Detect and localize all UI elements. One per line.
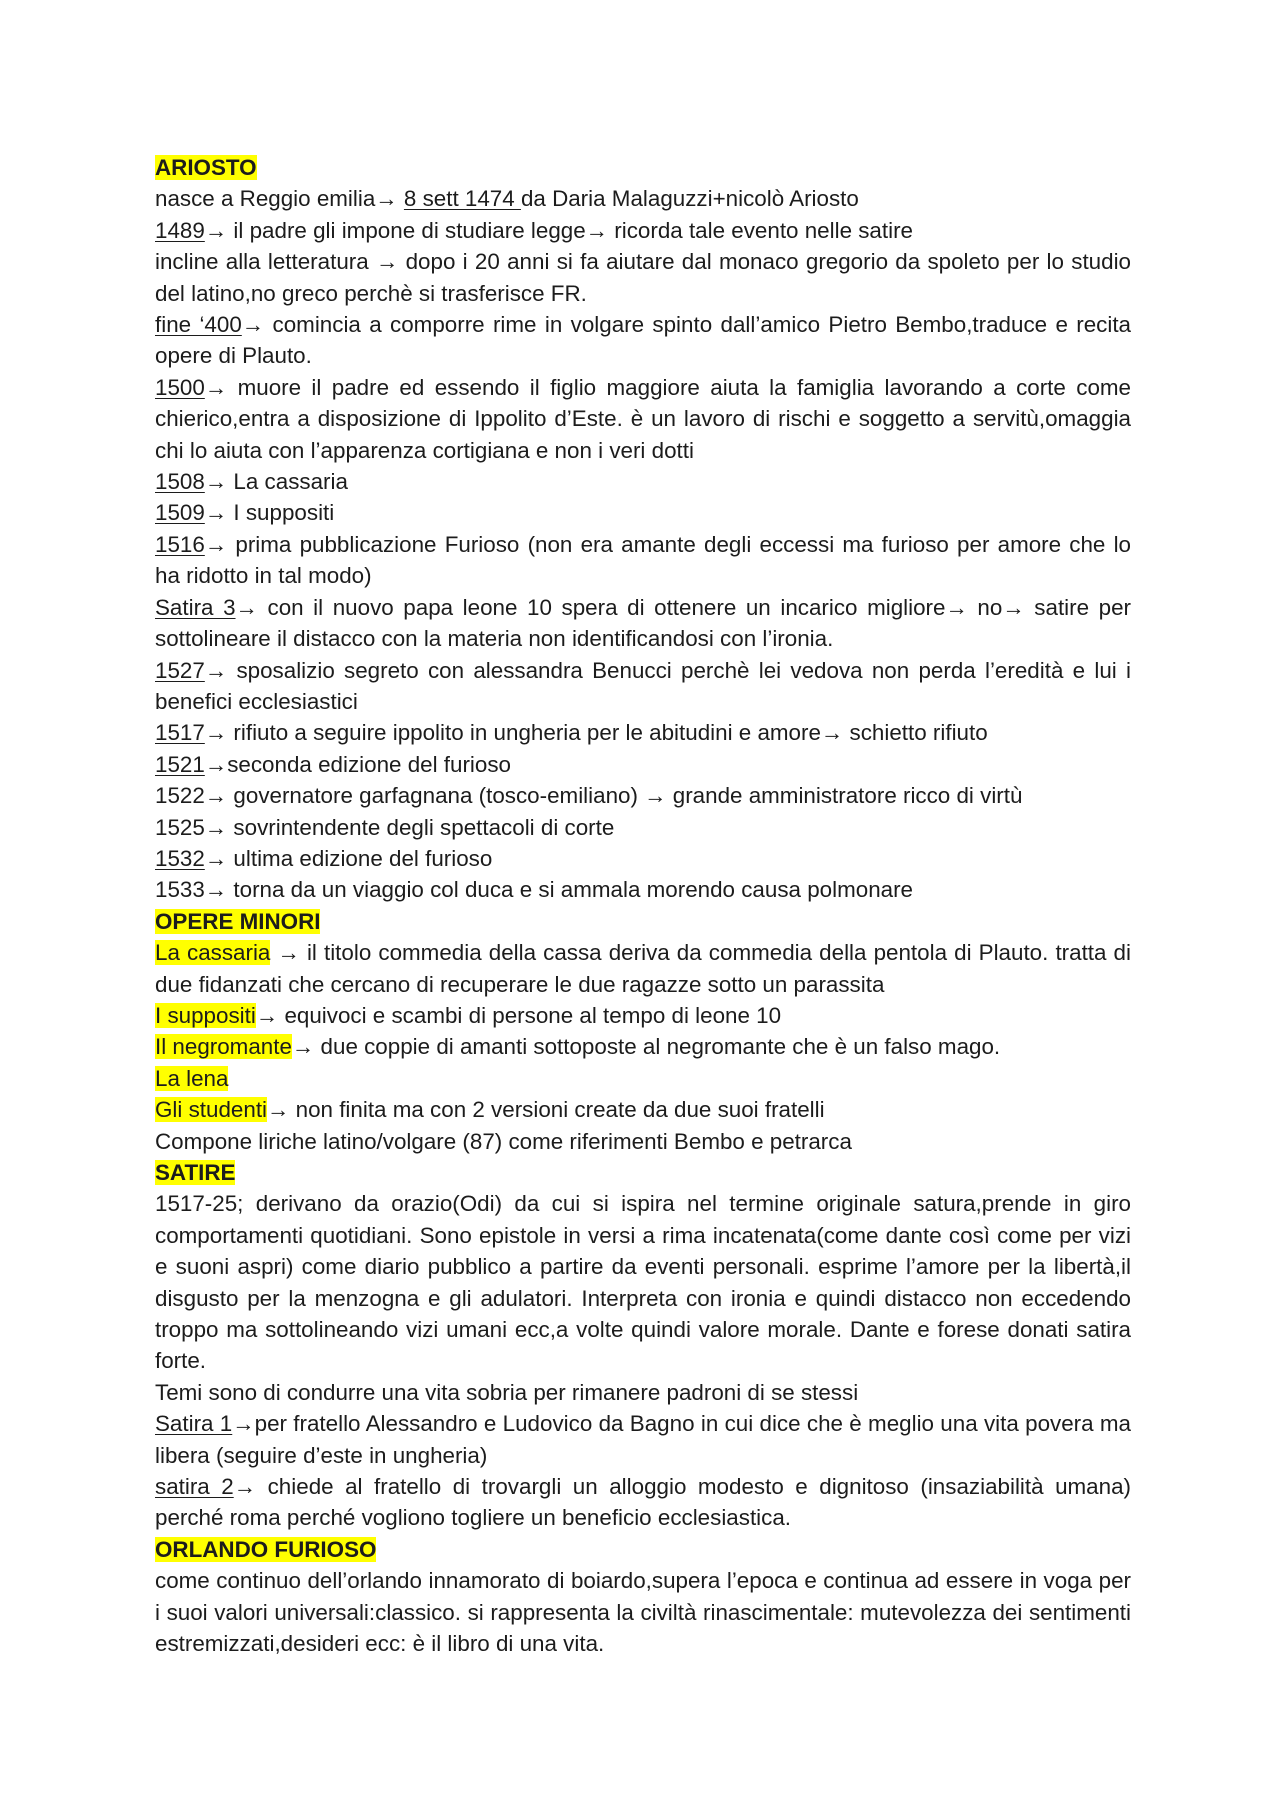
satire-intro: 1517-25; derivano da orazio(Odi) da cui si ispira nel termine originale satura,prende in giro comportamenti quotidiani. Sono epistole in versi a rima incatenata(come dante così come per vizi e suoni aspri) come diario pubblico a partire da eventi personali. esprime l’amore per la libertà,il disgusto per la menzogna e gli adulatori. Interpreta con ironia e quindi distacco non eccedendo troppo ma sottolineando vizi umani ecc,a volte quindi valore morale. Dante e forese donati satira forte. bbox=[155, 1191, 1131, 1374]
bio-1509: 1509→ I suppositi bbox=[155, 500, 335, 526]
bio-1532: 1532→ ultima edizione del furioso bbox=[155, 845, 493, 871]
bio-1533: 1533→ torna da un viaggio col duca e si ammala morendo causa polmonare bbox=[155, 877, 914, 903]
satire-satira2: satira 2→ chiede al fratello di trovargli un alloggio modesto e dignitoso (insaziabilità umana) perché roma perché vogliono togliere un beneficio ecclesiastica. bbox=[155, 1474, 1131, 1531]
opera-studenti: Gli studenti→ non finita ma con 2 versioni create da due suoi fratelli bbox=[155, 1097, 825, 1123]
bio-1516: 1516→ prima pubblicazione Furioso (non era amante degli eccessi ma furioso per amore che lo ha ridotto in tal modo) bbox=[155, 531, 1131, 589]
satire-temi: Temi sono di condurre una vita sobria per rimanere padroni di se stessi bbox=[155, 1379, 859, 1405]
orlando-text: come continuo dell’orlando innamorato di boiardo,supera l’epoca e continua ad essere in voga per i suoi valori universali:classico. si rappresenta la civiltà rinascimentale: mutevolezza dei sentimenti estremizzati,desideri ecc: è il libro di una vita. bbox=[155, 1568, 1131, 1657]
bio-1525: 1525→ sovrintendente degli spettacoli di corte bbox=[155, 814, 615, 840]
heading-opere-minori: OPERE MINORI bbox=[155, 908, 321, 934]
bio-1527: 1527→ sposalizio segreto con alessandra Benucci perchè lei vedova non perda l’eredità e lui i benefici ecclesiastici bbox=[155, 657, 1131, 714]
heading-orlando-furioso: ORLANDO FURIOSO bbox=[155, 1536, 377, 1562]
heading-satire: SATIRE bbox=[155, 1160, 236, 1185]
opera-cassaria: La cassaria → il titolo commedia della cassa deriva da commedia della pentola di Plauto. tratta di due fidanzati che cercano di recuperare le due ragazze sotto un parassita bbox=[155, 940, 1131, 997]
document-page bbox=[155, 152, 1131, 1660]
bio-letteratura: incline alla letteratura → dopo i 20 anni si fa aiutare dal monaco gregorio da spoleto per lo studio del latino,no greco perchè si trasferisce FR. bbox=[155, 249, 1131, 306]
bio-1522: 1522→ governatore garfagnana (tosco-emiliano) → grande amministratore ricco di virtù bbox=[155, 783, 1023, 809]
opera-lena: La lena bbox=[155, 1065, 229, 1091]
satire-satira1: Satira 1→per fratello Alessandro e Ludovico da Bagno in cui dice che è meglio una vita povera ma libera (seguire d’este in ungheria) bbox=[155, 1411, 1131, 1468]
bio-nascita: nasce a Reggio emilia→ 8 sett 1474 da Daria Malaguzzi+nicolò Ariosto bbox=[155, 186, 859, 212]
bio-1500: 1500→ muore il padre ed essendo il figlio maggiore aiuta la famiglia lavorando a corte come chierico,entra a disposizione di Ippolito d’Este. è un lavoro di rischi e soggetto a servitù,omaggia chi lo aiuta con l’apparenza cortigiana e non i veri dotti bbox=[155, 374, 1131, 463]
bio-satira3: Satira 3→ con il nuovo papa leone 10 spera di ottenere un incarico migliore→ no→ satire per sottolineare il distacco con la materia non identificandosi con l’ironia. bbox=[155, 594, 1131, 652]
bio-fine400: fine ‘400→ comincia a comporre rime in volgare spinto dall’amico Pietro Bembo,traduce e recita opere di Plauto. bbox=[155, 312, 1131, 369]
heading-ariosto: ARIOSTO bbox=[155, 155, 257, 180]
opere-liriche: Compone liriche latino/volgare (87) come riferimenti Bembo e petrarca bbox=[155, 1128, 852, 1154]
bio-1517: 1517→ rifiuto a seguire ippolito in ungheria per le abitudini e amore→ schietto rifiuto bbox=[155, 720, 988, 746]
opera-negromante: Il negromante→ due coppie di amanti sottoposte al negromante che è un falso mago. bbox=[155, 1034, 1001, 1060]
bio-1508: 1508→ La cassaria bbox=[155, 469, 348, 495]
opera-suppositi: I suppositi→ equivoci e scambi di persone al tempo di leone 10 bbox=[155, 1002, 782, 1028]
bio-1521: 1521→seconda edizione del furioso bbox=[155, 751, 512, 777]
bio-1489: 1489→ il padre gli impone di studiare legge→ ricorda tale evento nelle satire bbox=[155, 217, 913, 243]
